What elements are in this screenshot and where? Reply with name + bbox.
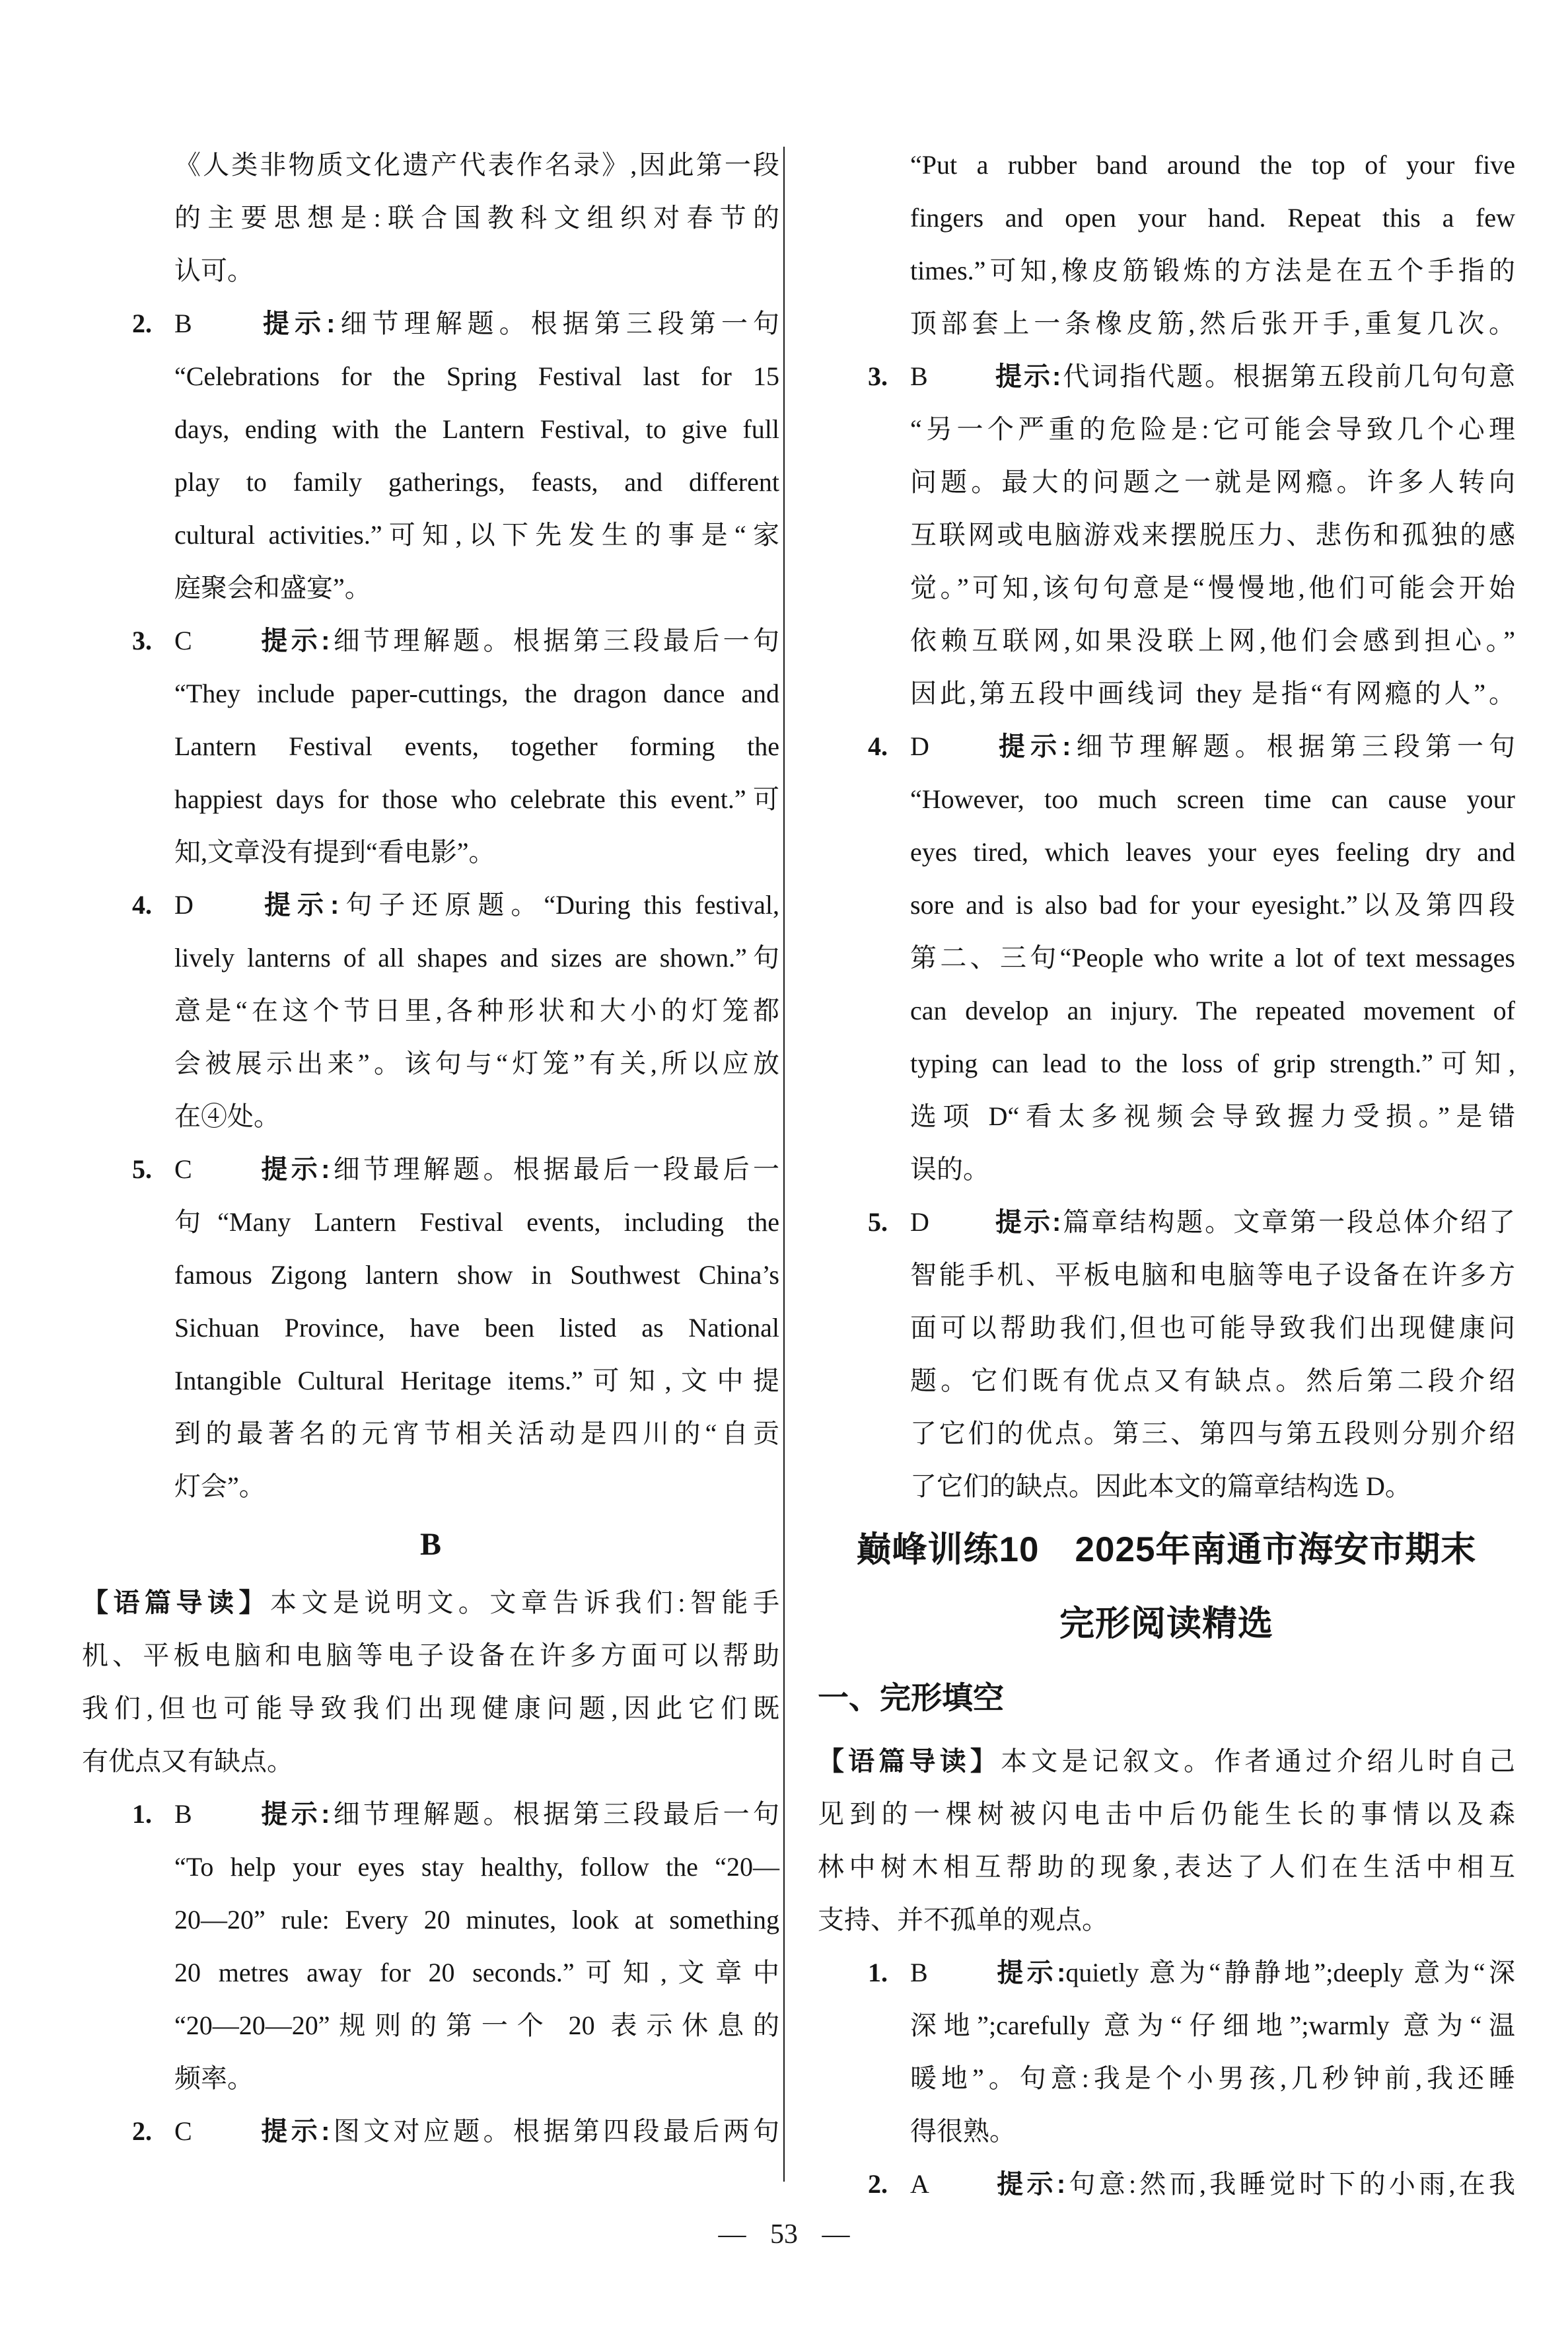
text-line: 20 metres away for 20 seconds.”可知,文章中 bbox=[174, 1958, 779, 1987]
item-number: 1. bbox=[132, 1799, 152, 1829]
text-line: 林中树木相互帮助的现象,表达了人们在生活中相互 bbox=[818, 1852, 1515, 1882]
item-block bbox=[82, 614, 779, 879]
text-line: 到的最著名的元宵节相关活动是四川的“自贡 bbox=[174, 1419, 779, 1448]
text-line: Sichuan Province, have been listed as National bbox=[174, 1313, 779, 1343]
hang-block bbox=[82, 139, 779, 297]
text-line: 认可。 bbox=[174, 256, 254, 285]
line-text: quietly 意为“静静地”;deeply 意为“深 bbox=[1065, 1958, 1515, 1987]
answer-letter: D bbox=[910, 1207, 929, 1237]
text-line: 依赖互联网,如果没联上网,他们会感到担心。” bbox=[910, 626, 1515, 655]
text-line: 题。它们既有优点又有缺点。然后第二段介绍 bbox=[910, 1366, 1515, 1395]
text-line: 知,文章没有提到“看电影”。 bbox=[174, 837, 495, 867]
text-line: Lantern Festival events, together forming the bbox=[174, 731, 779, 761]
text-line: 机、平板电脑和电脑等电子设备在许多方面可以帮助 bbox=[82, 1641, 779, 1670]
text-line bbox=[132, 1143, 779, 1196]
line-text: 代词指代题。根据第五段前几句句意 bbox=[1061, 361, 1516, 391]
text-line bbox=[868, 1946, 1515, 1999]
hang-block bbox=[818, 139, 1515, 350]
text-line: 误的。 bbox=[910, 1154, 989, 1184]
text-line bbox=[132, 614, 779, 667]
text-line: 句“Many Lantern Festival events, including the bbox=[174, 1207, 779, 1237]
item-block bbox=[818, 1196, 1515, 1513]
line-text: 细节理解题。根据第三段第一句 bbox=[335, 309, 780, 338]
answer-letter: B bbox=[174, 309, 192, 338]
hint-label: 提示: bbox=[993, 2170, 1066, 2199]
text-line: 会被展示出来”。该句与“灯笼”有关,所以应放 bbox=[174, 1049, 779, 1078]
item-number: 2. bbox=[868, 2169, 888, 2199]
text-line: 选项 D“看太多视频会导致握力受损。”是错 bbox=[910, 1101, 1515, 1131]
answer-letter: C bbox=[174, 1154, 192, 1184]
hint-label: 提示: bbox=[258, 891, 339, 920]
text-line: “Celebrations for the Spring Festival last for 15 bbox=[174, 361, 779, 391]
line-text: 本文是说明文。文章告诉我们:智能手 bbox=[269, 1588, 779, 1617]
text-line: 我们,但也可能导致我们出现健康问题,因此它们既 bbox=[82, 1693, 779, 1723]
hint-label: 提示: bbox=[258, 309, 336, 338]
text-line: 第二、三句“People who write a lot of text messages bbox=[910, 943, 1515, 973]
text-line: 一、完形填空 bbox=[818, 1680, 1004, 1715]
answer-letter: B bbox=[174, 1799, 192, 1829]
hint-label: 提示: bbox=[258, 626, 330, 655]
text-line: 完形阅读精选 bbox=[1059, 1604, 1273, 1643]
item-block bbox=[818, 720, 1515, 1196]
page-footer: — 53 — bbox=[718, 2219, 850, 2250]
hint-label: 提示: bbox=[258, 1155, 330, 1184]
answer-letter: B bbox=[910, 1958, 928, 1987]
text-line bbox=[132, 1788, 779, 1841]
text-line: 巅峰训练10 2025年南通市海安市期末 bbox=[856, 1530, 1477, 1569]
item-block bbox=[818, 2158, 1515, 2211]
text-line: “To help your eyes stay healthy, follow the “20— bbox=[174, 1852, 779, 1882]
text-line: fingers and open your hand. Repeat this a few bbox=[910, 203, 1515, 233]
left-column bbox=[82, 139, 779, 2158]
lead-label: 【语篇导读】 bbox=[82, 1588, 270, 1617]
text-line bbox=[868, 1196, 1516, 1249]
answer-letter: D bbox=[174, 890, 194, 920]
line-text: 细节理解题。根据第三段最后一句 bbox=[330, 1799, 779, 1829]
lead-label: 【语篇导读】 bbox=[818, 1747, 1001, 1776]
answer-letter: C bbox=[174, 2116, 192, 2146]
lead-block bbox=[82, 1576, 779, 1788]
item-number: 4. bbox=[132, 890, 152, 920]
line-text: 细节理解题。根据最后一段最后一 bbox=[330, 1154, 779, 1184]
text-line: cultural activities.”可知,以下先发生的事是“家 bbox=[174, 520, 779, 550]
heading-block bbox=[82, 1513, 779, 1576]
line-text: 细节理解题。根据第三段第一句 bbox=[1071, 731, 1516, 761]
text-line bbox=[132, 297, 780, 350]
text-line: lively lanterns of all shapes and sizes are shown.”句 bbox=[174, 943, 779, 973]
hint-label: 提示: bbox=[993, 1208, 1061, 1237]
item-block bbox=[82, 297, 779, 614]
text-line: 暖地”。句意:我是个小男孩,几秒钟前,我还睡 bbox=[910, 2063, 1515, 2093]
item-block bbox=[82, 1143, 779, 1513]
text-line: “They include paper-cuttings, the dragon dance and bbox=[174, 679, 779, 708]
text-line: 得很熟。 bbox=[910, 2116, 1016, 2146]
hint-label: 提示: bbox=[993, 1958, 1066, 1987]
item-number: 4. bbox=[868, 731, 888, 761]
text-line: 智能手机、平板电脑和电脑等电子设备在许多方 bbox=[910, 1260, 1515, 1290]
text-line: B bbox=[419, 1527, 441, 1562]
text-line: 20—20” rule: Every 20 minutes, look at something bbox=[174, 1905, 779, 1935]
text-line: 《人类非物质文化遗产代表作名录》,因此第一段 bbox=[174, 150, 779, 180]
text-line: 了它们的缺点。因此本文的篇章结构选 D。 bbox=[910, 1471, 1411, 1501]
text-line: “另一个严重的危险是:它可能会导致几个心理 bbox=[910, 414, 1515, 444]
line-text: 句意:然而,我睡觉时下的小雨,在我 bbox=[1065, 2169, 1515, 2199]
answer-letter: D bbox=[910, 731, 929, 761]
text-line: 问题。最大的问题之一就是网瘾。许多人转向 bbox=[910, 467, 1515, 497]
line-text: 细节理解题。根据第三段最后一句 bbox=[330, 626, 779, 655]
text-line: 面可以帮助我们,但也可能导致我们出现健康问 bbox=[910, 1313, 1515, 1343]
answer-letter: C bbox=[174, 626, 192, 655]
text-line: happiest days for those who celebrate this event.”可 bbox=[174, 784, 779, 814]
item-block bbox=[818, 1946, 1515, 2158]
item-block bbox=[82, 2105, 779, 2158]
text-line: “However, too much screen time can cause your bbox=[910, 784, 1515, 814]
line-text: 图文对应题。根据第四段最后两句 bbox=[330, 2116, 779, 2146]
text-line: “20—20—20”规则的第一个 20 表示休息的 bbox=[174, 2011, 779, 2040]
text-line: 灯会”。 bbox=[174, 1471, 266, 1501]
text-line: 支持、并不孤单的观点。 bbox=[818, 1905, 1108, 1935]
text-line: 意是“在这个节日里,各种形状和大小的灯笼都 bbox=[174, 996, 779, 1025]
text-line: 频率。 bbox=[174, 2063, 254, 2093]
text-line: 觉。”可知,该句句意是“慢慢地,他们可能会开始 bbox=[910, 573, 1515, 603]
text-line: 深地”;carefully 意为“仔细地”;warmly 意为“温 bbox=[910, 2011, 1515, 2040]
text-line: “Put a rubber band around the top of your five bbox=[910, 150, 1515, 180]
item-number: 5. bbox=[868, 1207, 888, 1237]
text-line bbox=[82, 1576, 779, 1629]
column-divider bbox=[783, 147, 785, 2182]
heading-block bbox=[818, 1513, 1515, 1661]
text-line: 因此,第五段中画线词 they 是指“有网瘾的人”。 bbox=[910, 679, 1515, 708]
answer-letter: B bbox=[910, 361, 928, 391]
text-line: famous Zigong lantern show in Southwest China’s bbox=[174, 1260, 779, 1290]
text-line bbox=[132, 2105, 779, 2158]
item-number: 3. bbox=[132, 626, 152, 655]
right-column bbox=[818, 139, 1515, 2211]
text-line: days, ending with the Lantern Festival, to give full bbox=[174, 414, 779, 444]
text-line: eyes tired, which leaves your eyes feeling dry and bbox=[910, 837, 1515, 867]
text-line bbox=[132, 879, 779, 932]
text-line: Intangible Cultural Heritage items.”可知,文中提 bbox=[174, 1366, 779, 1395]
item-block bbox=[82, 879, 779, 1143]
hint-label: 提示: bbox=[993, 732, 1071, 761]
line-text: 句子还原题。“During this festival, bbox=[339, 890, 779, 920]
text-line: times.”可知,橡皮筋锻炼的方法是在五个手指的 bbox=[910, 256, 1515, 285]
line-text: 本文是记叙文。作者通过介绍儿时自己 bbox=[1001, 1746, 1516, 1776]
text-line: 顶部套上一条橡皮筋,然后张开手,重复几次。 bbox=[910, 309, 1515, 338]
text-line: 庭聚会和盛宴”。 bbox=[174, 573, 371, 603]
text-line: typing can lead to the loss of grip strength.”可知, bbox=[910, 1049, 1515, 1078]
text-line bbox=[868, 720, 1516, 773]
hint-label: 提示: bbox=[258, 1800, 330, 1829]
text-line bbox=[818, 1735, 1515, 1788]
text-line: 互联网或电脑游戏来摆脱压力、悲伤和孤独的感 bbox=[910, 520, 1515, 550]
answer-letter: A bbox=[910, 2169, 929, 2199]
line-text: 篇章结构题。文章第一段总体介绍了 bbox=[1061, 1207, 1516, 1237]
text-line: 的主要思想是:联合国教科文组织对春节的 bbox=[174, 203, 779, 233]
hint-label: 提示: bbox=[993, 362, 1061, 391]
lead-block bbox=[818, 1735, 1515, 1946]
text-line: 有优点又有缺点。 bbox=[82, 1746, 293, 1776]
text-line: can develop an injury. The repeated movement of bbox=[910, 996, 1515, 1025]
item-block bbox=[818, 350, 1515, 720]
item-number: 5. bbox=[132, 1154, 152, 1184]
item-block bbox=[82, 1788, 779, 2105]
text-line: sore and is also bad for your eyesight.”以及第四段 bbox=[910, 890, 1515, 920]
text-line: 了它们的优点。第三、第四与第五段则分别介绍 bbox=[910, 1419, 1515, 1448]
hint-label: 提示: bbox=[258, 2117, 330, 2146]
section-block bbox=[818, 1661, 1515, 1735]
item-number: 3. bbox=[868, 361, 888, 391]
item-number: 2. bbox=[132, 2116, 152, 2146]
item-number: 1. bbox=[868, 1958, 888, 1987]
text-line bbox=[868, 350, 1516, 403]
text-line: 见到的一棵树被闪电击中后仍能生长的事情以及森 bbox=[818, 1799, 1515, 1829]
text-line: play to family gatherings, feasts, and different bbox=[174, 467, 779, 497]
text-line bbox=[868, 2158, 1515, 2211]
item-number: 2. bbox=[132, 309, 152, 338]
text-line: 在④处。 bbox=[174, 1101, 280, 1131]
